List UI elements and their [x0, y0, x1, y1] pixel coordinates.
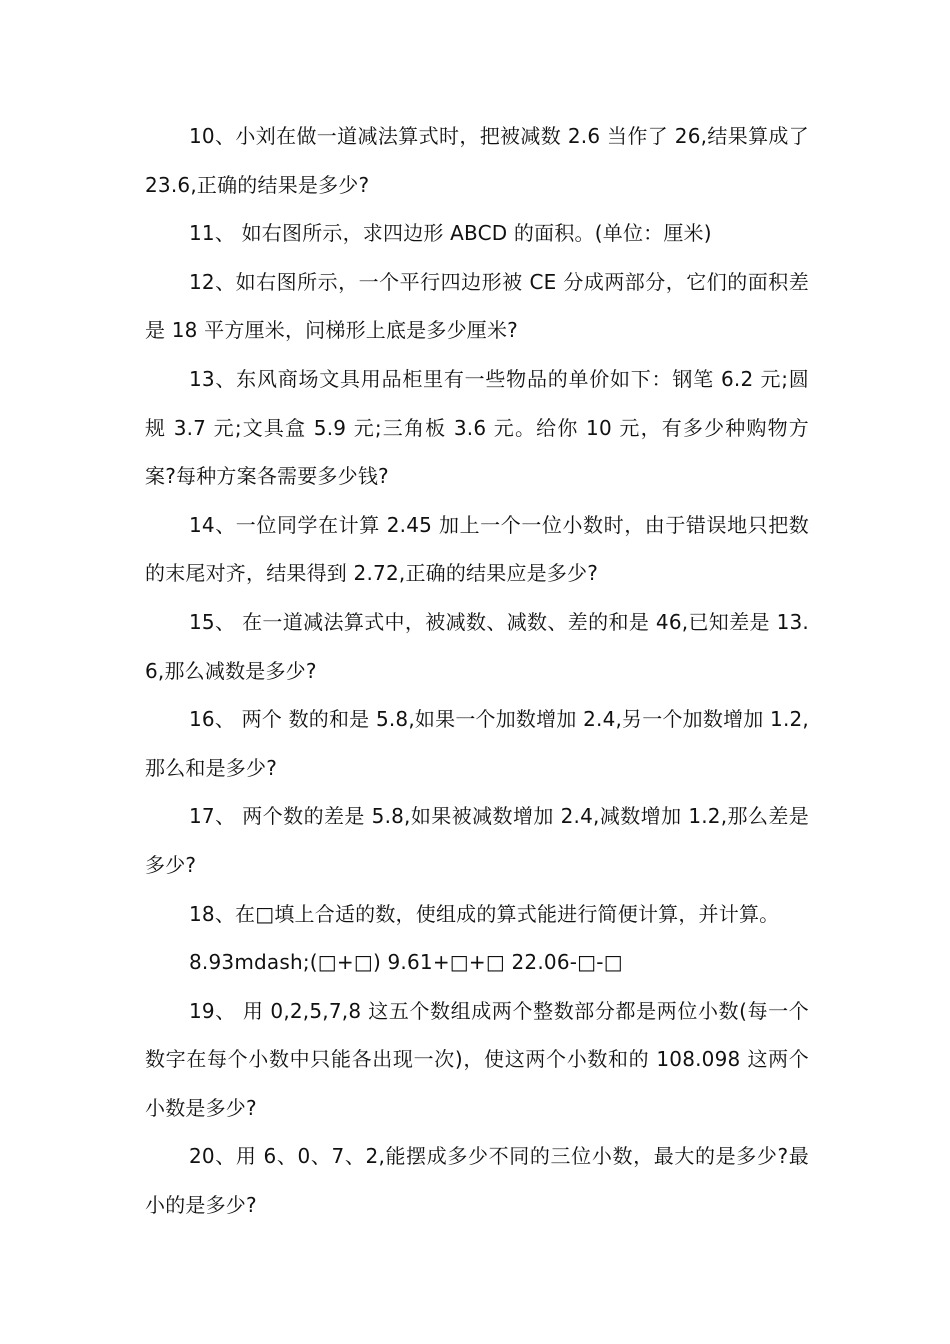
- question-17: 17、 两个数的差是 5.8,如果被减数增加 2.4,减数增加 1.2,那么差是多少?: [145, 804, 809, 877]
- question-10: 10、小刘在做一道减法算式时，把被减数 2.6 当作了 26,结果算成了 23.6,正确的结果是多少?: [145, 124, 809, 197]
- question-15: 15、 在一道减法算式中，被减数、减数、差的和是 46,已知差是 13.6,那么减数是多少?: [145, 609, 809, 683]
- question-20: 20、用 6、0、7、2,能摆成多少不同的三位小数，最大的是多少?最小的是多少?: [145, 1144, 809, 1218]
- question-12: 12、如右图所示，一个平行四边形被 CE 分成两部分，它们的面积差是 18 平方厘米，问梯形上底是多少厘米?: [145, 269, 809, 343]
- question-13: 13、东风商场文具用品柜里有一些物品的单价如下：钢笔 6.2 元;圆规 3.7 元;文具盒 5.9 元;三角板 3.6 元。给你 10 元，有多少种购物方案?每种方案各需要多少钱?: [145, 366, 809, 489]
- document-body: [145, 112, 809, 1230]
- question-19: 19、 用 0,2,5,7,8 这五个数组成两个整数部分都是两位小数(每一个数字在每个小数中只能各出现一次)，使这两个小数和的 108.098 这两个小数是多少?: [145, 998, 809, 1120]
- question-16: 16、 两个 数的和是 5.8,如果一个加数增加 2.4,另一个加数增加 1.2,那么和是多少?: [145, 707, 809, 780]
- question-18-expressions: 8.93mdash;(□+□) 9.61+□+□ 22.06-□-□: [189, 950, 623, 975]
- question-18: 18、在□填上合适的数，使组成的算式能进行简便计算，并计算。: [189, 901, 780, 926]
- question-14: 14、一位同学在计算 2.45 加上一个一位小数时，由于错误地只把数的末尾对齐，结果得到 2.72,正确的结果应是多少?: [145, 512, 809, 586]
- question-11: 11、 如右图所示，求四边形 ABCD 的面积。(单位：厘米): [189, 221, 712, 246]
